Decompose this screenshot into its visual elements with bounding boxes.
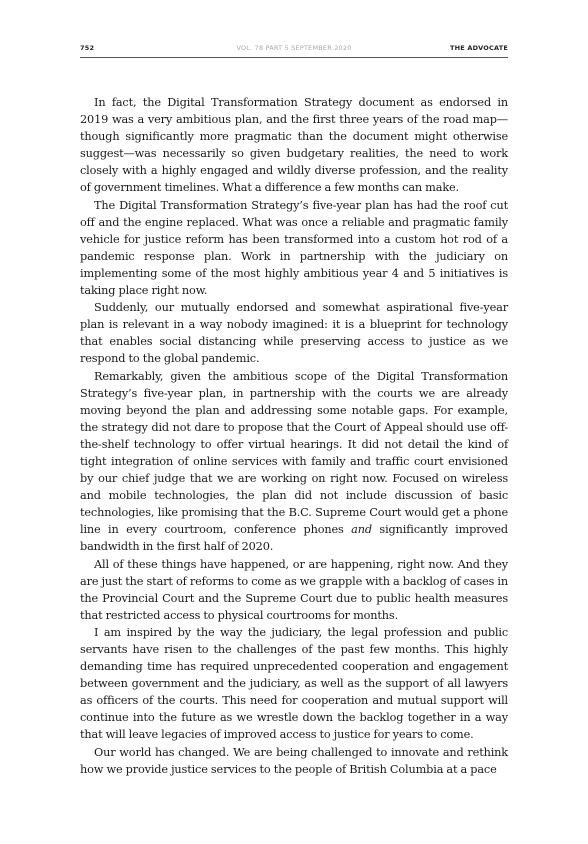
volume-info: VOL. 78 PART 5 SEPTEMBER 2020: [236, 44, 352, 52]
paragraph: In fact, the Digital Transformation Strategy document as endorsed in 2019 was a very ambitious plan, and the first three years of the road map—though significantly more pragmatic than the document might otherwise suggest—was necessarily so given budgetary realities, the need to work closely with a highly engaged and wildly diverse profession, and the reality of government timelines. What a difference a few months can make.: [80, 96, 508, 195]
paragraph: I am inspired by the way the judiciary, the legal profession and public servants have risen to the challenges of the past few months. This highly demanding time has required unprecedented cooperation and engagement between government and the judiciary, as well as the support of all lawyers as officers of the courts. This need for cooperation and mutual support will continue into the future as we wrestle down the backlog together in a way that will leave legacies of improved access to justice for years to come.: [80, 625, 508, 742]
publication-title: THE ADVOCATE: [449, 44, 508, 52]
page-number: 752: [80, 44, 95, 52]
emphasis-text: and: [351, 523, 372, 537]
paragraph: The Digital Transformation Strategy’s five-year plan has had the roof cut off and the engine replaced. What was once a reliable and pragmatic family vehicle for justice reform has been transformed into a custom hot rod of a pandemic response plan. Work in partnership with the judiciary on implementing some of the most highly ambitious year 4 and 5 initiatives is taking place right now.: [80, 198, 508, 298]
article-body: [80, 94, 508, 778]
paragraph: All of these things have happened, or are happening, right now. And they are just the start of reforms to come as we grapple with a backlog of cases in the Provincial Court and the Supreme Court due to public health measures that restricted access to physical courtrooms for months.: [80, 557, 508, 622]
running-head: [80, 44, 508, 56]
paragraph-text: significantly improved bandwidth in the first half of 2020.: [80, 523, 508, 554]
paragraph: [80, 368, 508, 556]
paragraph: Our world has changed. We are being challenged to innovate and rethink how we provide justice services to the people of British Columbia at a pace: [80, 745, 508, 776]
paragraph-text: Remarkably, given the ambitious scope of the Digital Transformation Strategy’s five-year plan, in partnership with the courts we are already moving beyond the plan and addressing some notable gaps. For example, the strategy did not dare to propose that the Court of Appeal should use off-the-shelf technology to offer virtual hearings. It did not detail the kind of tight integration of online services with family and traffic court envisioned by our chief judge that we are working on right now. Focused on wireless and mobile technologies, the plan did not include discussion of basic technologies, like promising that the B.C. Supreme Court would get a phone line in every courtroom, conference phones: [80, 369, 508, 537]
header-rule: [80, 57, 508, 58]
paragraph: Suddenly, our mutually endorsed and somewhat aspirational five-year plan is relevant in a way nobody imagined: it is a blueprint for technology that enables social distancing while preserving access to justice as we respond to the global pandemic.: [80, 301, 508, 366]
